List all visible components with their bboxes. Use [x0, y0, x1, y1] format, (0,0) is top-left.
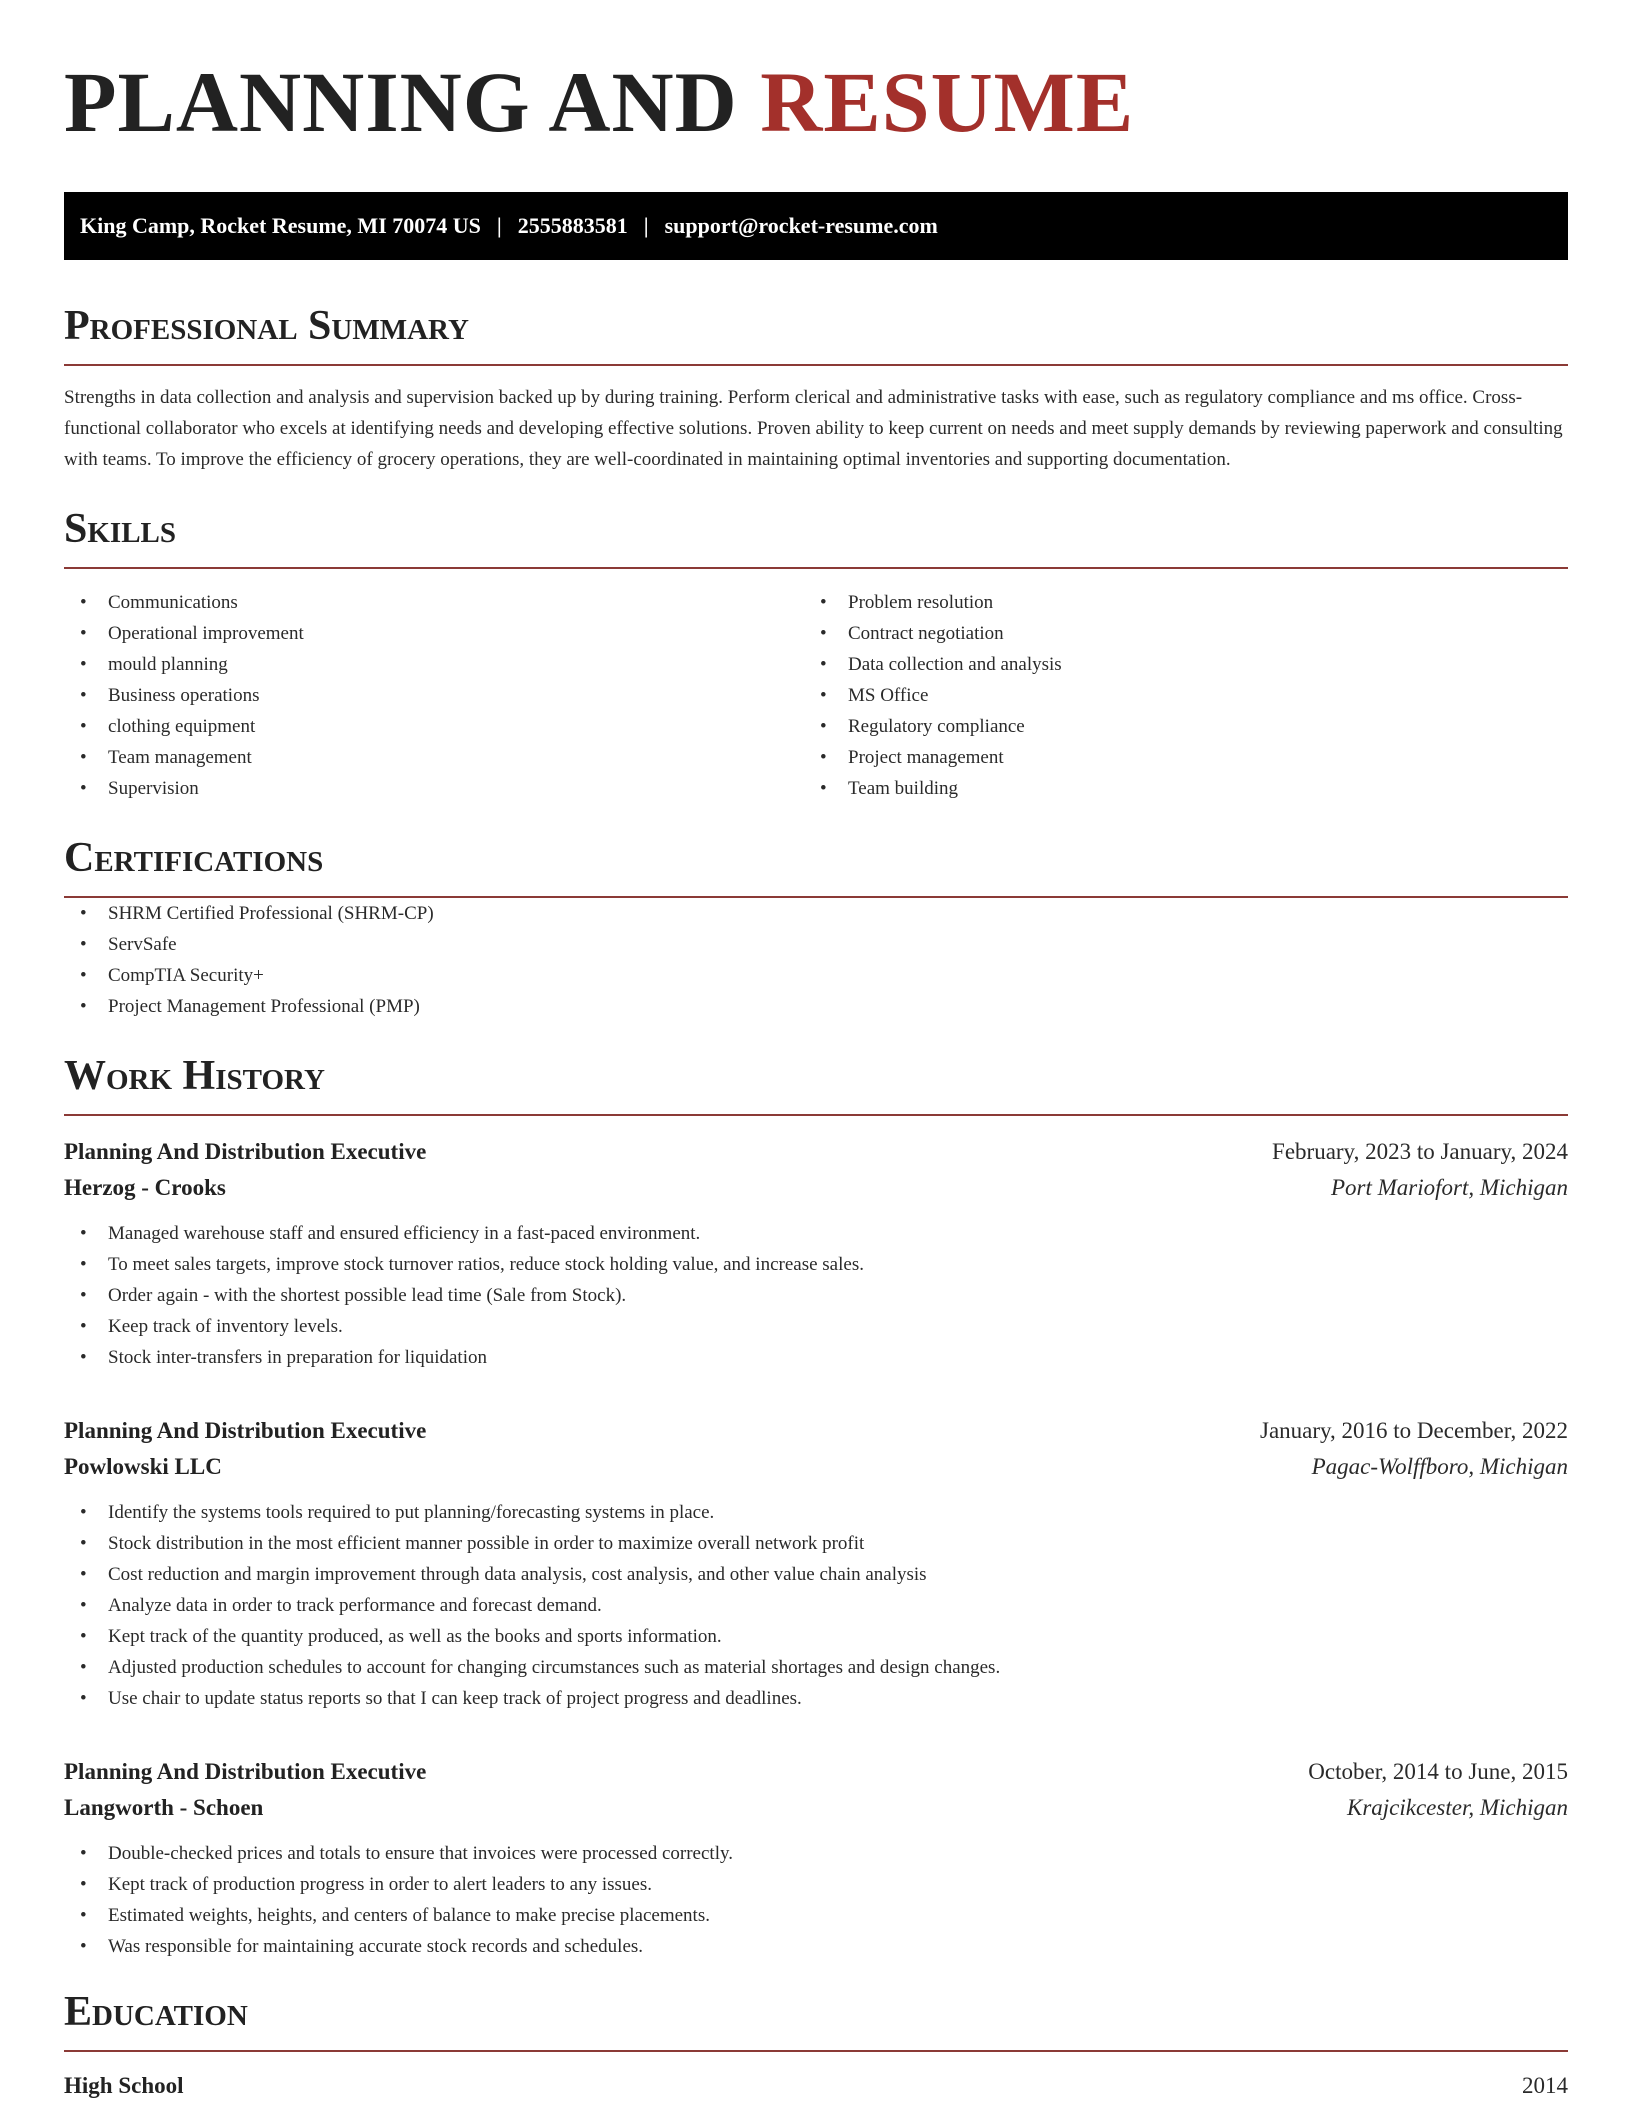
job-duty-item: • Stock distribution in the most efficient manner possible in order to maximize overall network profit: [64, 1528, 1568, 1559]
contact-email[interactable]: support@rocket-resume.com: [664, 213, 938, 238]
skills-list-left: [64, 587, 804, 804]
job-duty-item: • Adjusted production schedules to account for changing circumstances such as material shortages and design changes.: [64, 1652, 1568, 1683]
job-duties-list: [64, 1218, 1568, 1373]
skill-item: • Communications: [64, 587, 804, 618]
job-duty-item: • Was responsible for maintaining accurate stock records and schedules.: [64, 1931, 1568, 1962]
section-title-certifications: Certifications: [64, 835, 324, 881]
certification-item: • SHRM Certified Professional (SHRM-CP): [64, 898, 1568, 929]
job-entry: [64, 1134, 1568, 1373]
job-duty-item: • Estimated weights, heights, and centers of balance to make precise placements.: [64, 1900, 1568, 1931]
job-duty-item: • To meet sales targets, improve stock turnover ratios, reduce stock holding value, and increase sales.: [64, 1249, 1568, 1280]
skill-item: • Regulatory compliance: [804, 711, 1544, 742]
skill-item: • Supervision: [64, 773, 804, 804]
section-divider: [64, 567, 1568, 569]
job-company-row: [64, 1790, 1568, 1826]
skill-item: • mould planning: [64, 649, 804, 680]
skills-column-left: [64, 587, 804, 804]
job-title: Planning And Distribution Executive: [64, 1759, 427, 1784]
section-divider: [64, 364, 1568, 366]
job-company: Powlowski LLC: [64, 1454, 222, 1479]
skills-list-right: [804, 587, 1544, 804]
job-entry: [64, 1754, 1568, 1962]
job-company-row: [64, 1170, 1568, 1206]
certification-item: • ServSafe: [64, 929, 1568, 960]
job-location: Krajcikcester, Michigan: [1346, 1795, 1568, 1820]
certifications-list: [64, 898, 1568, 1022]
job-duty-item: • Keep track of inventory levels.: [64, 1311, 1568, 1342]
education-entry: [64, 2068, 1568, 2104]
job-title: Planning And Distribution Executive: [64, 1139, 427, 1164]
skill-item: • Problem resolution: [804, 587, 1544, 618]
job-duty-item: • Order again - with the shortest possible lead time (Sale from Stock).: [64, 1280, 1568, 1311]
job-duties-list: [64, 1497, 1568, 1714]
section-title-work-history: Work History: [64, 1053, 325, 1099]
section-divider: [64, 1114, 1568, 1116]
job-dates: February, 2023 to January, 2024: [1272, 1139, 1568, 1164]
job-duty-item: • Kept track of production progress in order to alert leaders to any issues.: [64, 1869, 1568, 1900]
skill-item: • Team management: [64, 742, 804, 773]
job-entry: [64, 1413, 1568, 1714]
skill-item: • Project management: [804, 742, 1544, 773]
skills-grid: [64, 587, 1568, 804]
job-duty-item: • Use chair to update status reports so that I can keep track of project progress and deadlines.: [64, 1683, 1568, 1714]
contact-separator: |: [643, 213, 649, 238]
job-dates: October, 2014 to June, 2015: [1308, 1759, 1568, 1784]
skill-item: • clothing equipment: [64, 711, 804, 742]
skill-item: • Operational improvement: [64, 618, 804, 649]
skills-column-right: [804, 587, 1544, 804]
section-title-education: Education: [64, 1989, 248, 2035]
job-company: Herzog - Crooks: [64, 1175, 226, 1200]
skill-item: • Business operations: [64, 680, 804, 711]
section-title-skills: Skills: [64, 506, 177, 552]
job-duty-item: • Analyze data in order to track performance and forecast demand.: [64, 1590, 1568, 1621]
title-accent: RESUME: [760, 54, 1135, 150]
education-degree: High School: [64, 2073, 184, 2098]
skill-item: • Team building: [804, 773, 1544, 804]
title-main: PLANNING AND: [64, 54, 761, 150]
work-history-list: [64, 1134, 1568, 1962]
section-title-summary: Professional Summary: [64, 303, 469, 349]
job-duty-item: • Managed warehouse staff and ensured efficiency in a fast-paced environment.: [64, 1218, 1568, 1249]
job-title: Planning And Distribution Executive: [64, 1418, 427, 1443]
job-duty-item: • Cost reduction and margin improvement through data analysis, cost analysis, and other value chain analysis: [64, 1559, 1568, 1590]
summary-text: Strengths in data collection and analysis and supervision backed up by during training. Perform clerical and administrative tasks with ease, such as regulatory compliance and ms office. Cross-functional collaborator who excels at identifying needs and developing effective solutions. Proven ability to keep current on needs and meet supply demands by reviewing paperwork and consulting with teams. To improve the efficiency of grocery operations, they are well-coordinated in maintaining optimal inventories and supporting documentation.: [64, 387, 1563, 470]
certification-item: • CompTIA Security+: [64, 960, 1568, 991]
job-duties-list: [64, 1838, 1568, 1962]
resume-title: [64, 52, 1568, 152]
section-divider: [64, 2050, 1568, 2052]
job-location: Port Mariofort, Michigan: [1330, 1175, 1568, 1200]
job-duty-item: • Double-checked prices and totals to ensure that invoices were processed correctly.: [64, 1838, 1568, 1869]
skill-item: • Contract negotiation: [804, 618, 1544, 649]
job-company-row: [64, 1449, 1568, 1485]
job-company: Langworth - Schoen: [64, 1795, 264, 1820]
contact-phone[interactable]: 2555883581: [517, 213, 628, 238]
job-dates: January, 2016 to December, 2022: [1260, 1418, 1568, 1443]
skill-item: • MS Office: [804, 680, 1544, 711]
skill-item: • Data collection and analysis: [804, 649, 1544, 680]
contact-separator: |: [496, 213, 502, 238]
job-header-row: [64, 1413, 1568, 1449]
job-duty-item: • Stock inter-transfers in preparation for liquidation: [64, 1342, 1568, 1373]
contact-address: King Camp, Rocket Resume, MI 70074 US: [80, 213, 481, 238]
education-year: 2014: [1522, 2073, 1568, 2098]
job-header-row: [64, 1754, 1568, 1790]
job-duty-item: • Identify the systems tools required to put planning/forecasting systems in place.: [64, 1497, 1568, 1528]
job-header-row: [64, 1134, 1568, 1170]
contact-bar: [64, 192, 1568, 260]
certification-item: • Project Management Professional (PMP): [64, 991, 1568, 1022]
job-location: Pagac-Wolffboro, Michigan: [1311, 1454, 1568, 1479]
job-duty-item: • Kept track of the quantity produced, as well as the books and sports information.: [64, 1621, 1568, 1652]
